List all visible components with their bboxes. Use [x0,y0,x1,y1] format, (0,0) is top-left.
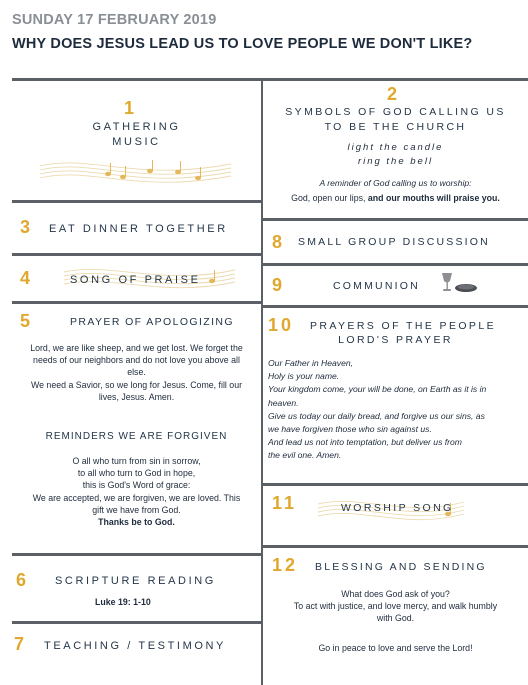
section-12-number: 12 [272,555,299,575]
section-6-number: 6 [16,570,30,590]
divider [12,253,261,256]
section-9-number: 9 [272,275,286,295]
service-date: SUNDAY 17 FEBRUARY 2019 [12,12,217,28]
section-1-title-line2: MUSIC [112,136,161,148]
divider [263,545,528,548]
section-8-title: SMALL GROUP DISCUSSION [298,236,490,248]
section-5-number: 5 [20,311,34,331]
music-staff-icon [38,156,233,188]
section-4-number: 4 [20,268,34,288]
scripture-reference: Luke 19: 1-10 [95,597,151,607]
forgiveness-line: this is God's Word of grace: [82,480,191,491]
section-12-title: BLESSING AND SENDING [315,561,487,573]
section-7-number: 7 [14,634,28,654]
prayer-line: else. [127,367,146,378]
call-response: and our mouths will praise you. [367,193,500,203]
prayer-line: Holy is your name. [268,371,340,382]
section-6-title: SCRIPTURE READING [55,575,216,587]
section-10-title-line2: LORD'S PRAYER [338,334,453,346]
section-4-title: SONG OF PRAISE [70,274,201,286]
section-11-title: WORSHIP SONG [341,502,454,514]
section-1-number: 1 [124,98,138,118]
blessing-text [263,588,528,654]
prayer-line: We need a Savior, so we long for Jesus. Come, fill our [30,379,243,390]
bell-action: ring the bell [357,156,434,167]
section-7-title: TEACHING / TESTIMONY [44,640,226,652]
prayer-line: Lord, we are like sheep, and we get lost. We forget the [30,343,243,353]
chalice-and-bread-icon [440,272,480,299]
section-10-number: 10 [268,315,295,335]
lords-prayer [268,357,524,463]
blessing-line: What does God ask of you? [341,589,450,599]
section-2-number: 2 [387,84,401,104]
worship-reminder: A reminder of God calling us to worship: [319,178,472,188]
section-5-title: PRAYER OF APOLOGIZING [70,316,234,328]
section-2-title-line2: TO BE THE CHURCH [324,121,467,133]
prayer-line: heaven. [268,397,299,408]
forgiveness-response: Thanks be to God. [98,517,175,528]
divider [263,483,528,486]
divider [12,301,261,304]
blessing-line: with God. [376,613,415,624]
forgiveness-line: O all who turn from sin in sorrow, [72,456,201,466]
divider [12,621,261,624]
prayer-line: Your kingdom come, your will be done, on Earth as it is in [268,384,487,395]
call-plain: God, open our lips, [291,193,368,203]
forgiveness-line: to all who turn to God in hope, [77,468,196,479]
section-11-number: 11 [272,493,298,513]
blessing-closing: Go in peace to love and serve the Lord! [318,642,473,653]
prayer-line: Give us today our daily bread, and forgive us our sins, as [268,410,485,421]
divider [263,305,528,308]
section-3-number: 3 [20,217,34,237]
forgiveness-words [12,455,261,528]
forgiveness-line: gift we have from God. [92,504,181,515]
section-3-title: EAT DINNER TOGETHER [49,223,228,235]
call-to-worship [263,192,528,204]
section-1-title: GATHERING [92,121,181,133]
divider [263,263,528,266]
divider [12,553,261,556]
prayer-line: we have forgiven those who sin against us. [268,424,432,435]
section-2-title: SYMBOLS OF GOD CALLING US [285,106,506,118]
forgiveness-subtitle: REMINDERS WE ARE FORGIVEN [45,431,228,442]
divider [12,78,528,81]
apology-prayer [12,342,261,403]
prayer-line: the evil one. Amen. [268,450,342,461]
prayer-line: Our Father in Heaven, [268,358,354,368]
prayer-line: And lead us not into temptation, but deliver us from [268,437,462,448]
prayer-line: needs of our neighbors and do not love you above all [33,355,240,366]
prayer-line: lives, Jesus. Amen. [98,391,175,402]
section-8-number: 8 [272,232,286,252]
forgiveness-line: We are accepted, we are forgiven, we are loved. This [32,492,241,503]
sermon-question: WHY DOES JESUS LEAD US TO LOVE PEOPLE WE DON'T LIKE? [12,36,473,52]
divider [263,218,528,221]
candle-action: light the candle [347,142,444,153]
divider [12,200,261,203]
section-9-title: COMMUNION [333,280,420,292]
blessing-line: To act with justice, and love mercy, and walk humbly [293,601,498,612]
section-10-title: PRAYERS OF THE PEOPLE [310,320,496,332]
